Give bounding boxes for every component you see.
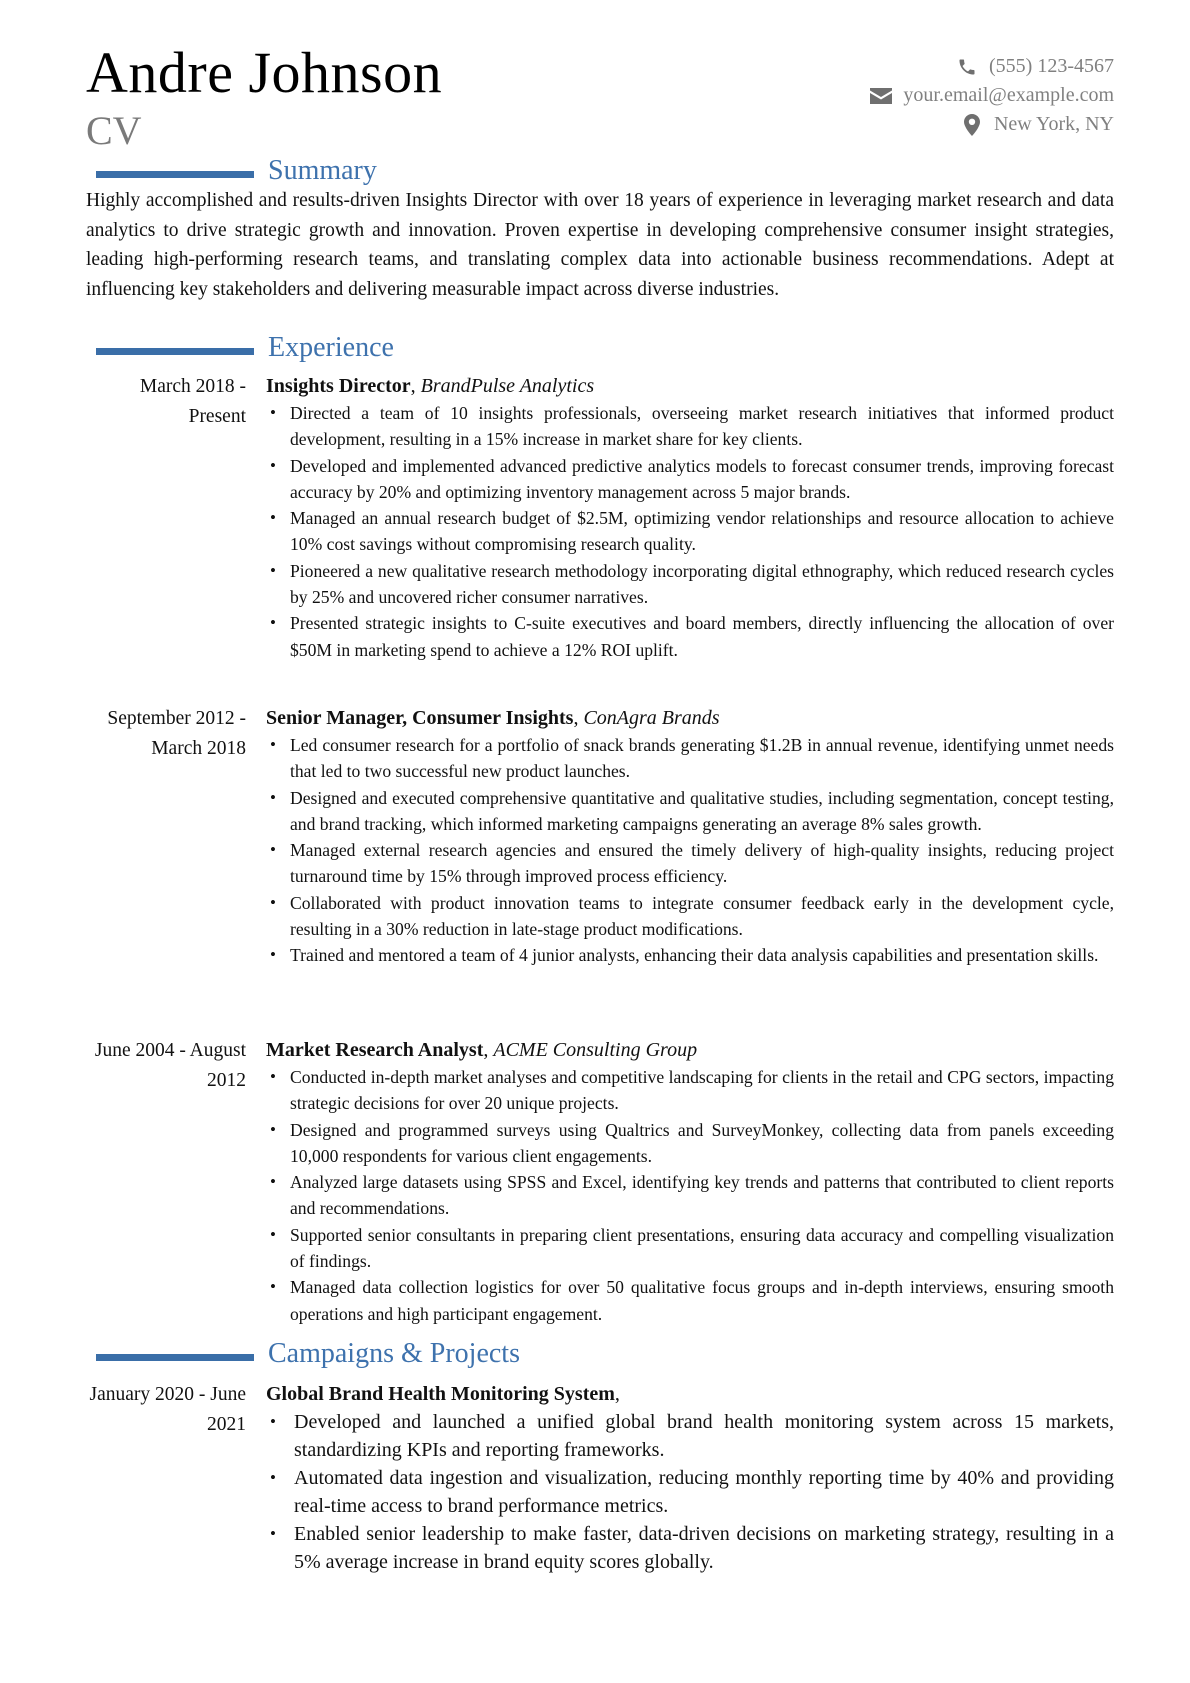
bullet-item: • Enabled senior leadership to make faster, data-driven decisions on marketing strategy, resulting in a 5% average increase in brand equity scores globally. — [266, 1520, 1114, 1576]
bullet-item: • Developed and launched a unified global brand health monitoring system across 15 markets, standardizing KPIs and reporting frameworks. — [266, 1408, 1114, 1464]
entry-role: Insights Director — [266, 375, 411, 397]
phone-icon — [955, 57, 979, 77]
entry-role: Market Research Analyst — [266, 1039, 484, 1061]
bullet-item: • Led consumer research for a portfolio of snack brands generating $1.2B in annual revenue, identifying unmet needs that led to two successful new product launches. — [266, 732, 1114, 785]
contact-email[interactable] — [869, 81, 1114, 110]
section-accent-bar — [96, 171, 254, 178]
bullet-item: • Managed data collection logistics for over 50 qualitative focus groups and in-depth interviews, ensuring smooth operations and high participant engagement. — [266, 1274, 1114, 1327]
bullet-item: • Designed and programmed surveys using Qualtrics and SurveyMonkey, collecting data from panels exceeding 10,000 respondents for various client engagements. — [266, 1117, 1114, 1170]
bullet-item: • Developed and implemented advanced predictive analytics models to forecast consumer trends, improving forecast accuracy by 20% and optimizing inventory management across 5 major brands. — [266, 453, 1114, 506]
experience-entry — [86, 1036, 1114, 1327]
bullet-item: • Analyzed large datasets using SPSS and Excel, identifying key trends and patterns that contributed to client reports and recommendations. — [266, 1169, 1114, 1222]
contact-phone[interactable] — [869, 52, 1114, 81]
bullet-item: • Collaborated with product innovation teams to integrate consumer feedback early in the development cycle, resulting in a 30% reduction in late-stage product modifications. — [266, 890, 1114, 943]
section-summary-header — [96, 155, 377, 187]
entry-organization: ACME Consulting Group — [493, 1039, 698, 1061]
bullet-item: • Pioneered a new qualitative research methodology incorporating digital ethnography, which reduced research cycles by 25% and uncovered richer consumer narratives. — [266, 558, 1114, 611]
bullet-item: • Conducted in-depth market analyses and competitive landscaping for clients in the retail and CPG sectors, impacting strategic decisions for over 20 unique projects. — [266, 1064, 1114, 1117]
bullet-item: • Designed and executed comprehensive quantitative and qualitative studies, including segmentation, concept testing, and brand tracking, which informed marketing campaigns generating an average 8% sales growth. — [266, 785, 1114, 838]
project-entry — [86, 1380, 1114, 1576]
entry-heading: Insights Director, BrandPulse Analytics — [266, 375, 595, 397]
section-title: Experience — [268, 332, 394, 363]
entry-bullets — [266, 400, 1114, 663]
entry-heading: Senior Manager, Consumer Insights, ConAgra Brands — [266, 707, 720, 729]
bullet-item: • Automated data ingestion and visualization, reducing monthly reporting time by 40% and providing real-time access to brand performance metrics. — [266, 1464, 1114, 1520]
entry-role: Global Brand Health Monitoring System — [266, 1383, 615, 1405]
entry-organization: ConAgra Brands — [583, 707, 720, 729]
section-title: Summary — [268, 155, 377, 186]
email-text: your.email@example.com — [903, 84, 1114, 106]
entry-date: September 2012 - March 2018 — [107, 708, 246, 759]
section-title: Campaigns & Projects — [268, 1338, 520, 1369]
phone-text: (555) 123-4567 — [989, 55, 1114, 77]
bullet-item: • Managed external research agencies and ensured the timely delivery of high-quality insights, reducing project turnaround time by 15% through improved process efficiency. — [266, 837, 1114, 890]
entry-date: March 2018 - Present — [139, 376, 246, 427]
map-marker-icon — [960, 115, 984, 135]
section-accent-bar — [96, 348, 254, 355]
section-accent-bar — [96, 1354, 254, 1361]
bullet-item: • Managed an annual research budget of $2.5M, optimizing vendor relationships and resource allocation to achieve 10% cost savings without compromising research quality. — [266, 505, 1114, 558]
bullet-item: • Presented strategic insights to C-suite executives and board members, directly influencing the allocation of over $50M in marketing spend to achieve a 12% ROI uplift. — [266, 610, 1114, 663]
section-projects-header — [96, 1338, 520, 1370]
section-experience-header — [96, 332, 394, 364]
location-text: New York, NY — [993, 113, 1114, 135]
bullet-item: • Directed a team of 10 insights professionals, overseeing market research initiatives that informed product development, resulting in a 15% increase in market share for key clients. — [266, 400, 1114, 453]
envelope-icon — [869, 86, 893, 106]
entry-bullets — [266, 732, 1114, 969]
entry-date: June 2004 - August 2012 — [94, 1040, 246, 1091]
summary-text: Highly accomplished and results-driven Insights Director with over 18 years of experience in leveraging market research and data analytics to drive strategic growth and innovation. Proven expertise in developing comprehensive consumer insight strategies, leading high-performing research teams, and translating complex data into actionable business recommendations. Adept at influencing key stakeholders and delivering measurable impact across diverse industries. — [86, 190, 1114, 300]
entry-bullets — [266, 1408, 1114, 1576]
contact-info — [869, 52, 1114, 139]
bullet-item: • Supported senior consultants in preparing client presentations, ensuring data accuracy and compelling visualization of findings. — [266, 1222, 1114, 1275]
contact-location — [869, 110, 1114, 139]
entry-date: January 2020 - June 2021 — [89, 1384, 246, 1435]
entry-bullets — [266, 1064, 1114, 1327]
document-subtitle: CV — [86, 108, 142, 153]
entry-heading: Global Brand Health Monitoring System, — [266, 1383, 620, 1405]
experience-entry — [86, 704, 1114, 969]
experience-entry — [86, 372, 1114, 663]
entry-role: Senior Manager, Consumer Insights — [266, 707, 574, 729]
bullet-item: • Trained and mentored a team of 4 junior analysts, enhancing their data analysis capabilities and presentation skills. — [266, 942, 1114, 968]
candidate-name: Andre Johnson — [86, 40, 443, 105]
entry-heading: Market Research Analyst, ACME Consulting Group — [266, 1039, 698, 1061]
entry-organization: BrandPulse Analytics — [420, 375, 595, 397]
